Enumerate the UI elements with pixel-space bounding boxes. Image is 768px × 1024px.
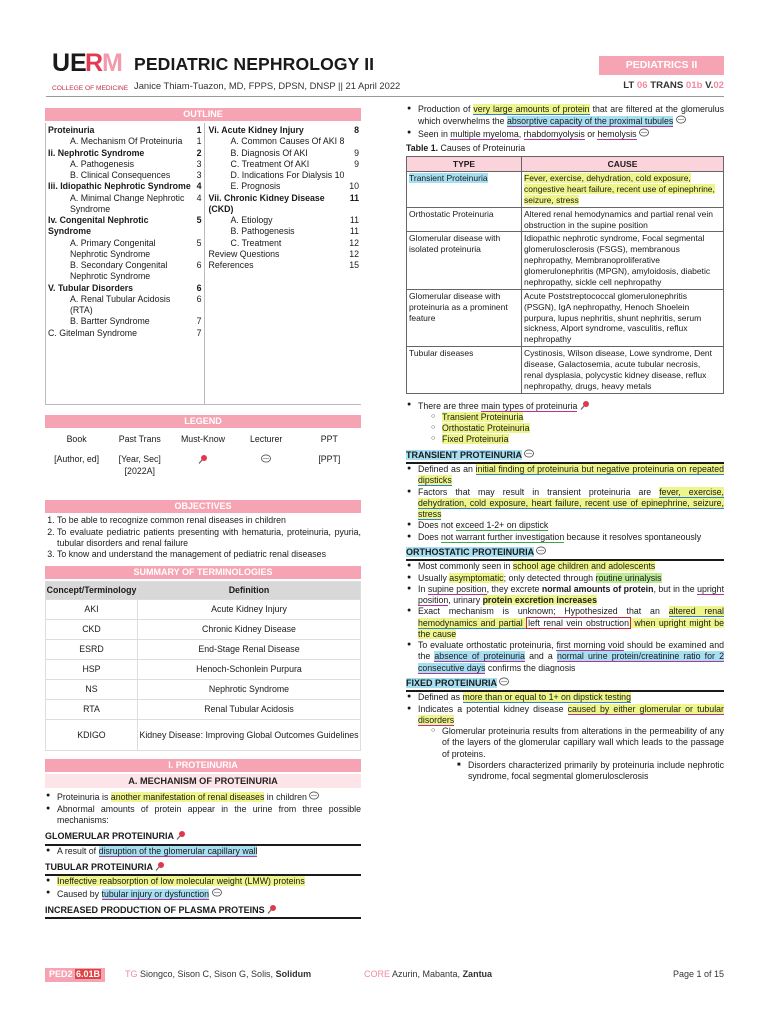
outline-heading: OUTLINE [45,108,361,121]
types-sublist [418,412,724,446]
outline-item-page: 12 [349,248,359,259]
legend-label-ppt: PPT [320,434,338,444]
cell-definition: Nephrotic Syndrome [137,680,360,700]
table-row [46,720,361,751]
cell-cause: Cystinosis, Wilson disease, Lowe syndrome, Dent disease, Galactosemia, acute tubular necrosis, renal dysplasia, polycystic kidney disease, reflux nephropathy, drugs, heavy metals [522,347,724,394]
column-header-definition: Definition [137,582,360,600]
list-item: ● Does not exceed 1-2+ on dipstick [406,520,724,531]
speech-bubble-icon [536,546,546,556]
outline-item-page: 5 [196,237,202,248]
cell-definition: Acute Kidney Injury [137,600,360,620]
table-row [46,680,361,700]
cell-term: CKD [46,620,138,640]
outline-item-label: B. Pathogenesis [230,226,295,237]
pushpin-icon [176,830,186,840]
cell-definition: Chronic Kidney Disease [137,620,360,640]
speech-bubble-icon [499,677,509,687]
outline-item-label: C. Treatment Of AKI [230,158,310,169]
list-item: ● Does not warrant further investigation because it resolves spontaneously [406,532,724,543]
pushpin-icon [580,400,590,410]
outline-item-page: 6 [196,282,202,293]
outline-item-label: A. Common Causes Of AKI 8 [230,136,345,147]
outline-item[interactable] [209,238,360,249]
legend-label-book: Book [66,434,87,444]
orthostatic-list [406,561,724,674]
outline-item[interactable] [48,316,202,327]
speech-bubble-icon [676,115,686,125]
outline-item[interactable] [209,159,360,170]
pushpin-icon [198,454,208,464]
list-item: ● Proteinuria is another manifestation of renal diseases in children [45,791,361,803]
objectives-heading: OBJECTIVES [45,500,361,513]
outline-item-label: Proteinuria [48,125,95,135]
cell-definition: Kidney Disease: Improving Global Outcomes Guidelines [137,720,360,751]
table-row [407,347,724,394]
svg-text:UE: UE [52,49,87,77]
cell-definition: End-Stage Renal Disease [137,640,360,660]
list-item: ■ Disorders characterized primarily by proteinuria include nephrotic syndrome, focal segmental glomerulosclerosis [456,760,724,783]
glomerular-list [45,846,361,857]
outline-item[interactable] [48,260,202,283]
list-item: ● Ineffective reabsorption of low molecular weight (LMW) proteins [45,876,361,887]
table-row [46,600,361,620]
cell-term: KDIGO [46,720,138,751]
list-item: ● In supine position, they excrete normal amounts of protein, but in the upright position, urinary protein excretion increases [406,584,724,607]
table-row [407,207,724,232]
outline-item-label: A. Renal Tubular Acidosis (RTA) [70,293,171,315]
speech-bubble-icon [309,791,319,801]
objectives-list [45,515,361,560]
header-divider [46,96,724,97]
list-item: ● Factors that may result in transient proteinuria are fever, exercise, dehydration, cold exposure, heart failure, recent use of epinephrine, seizure, stress [406,487,724,521]
proteinuria-section [45,759,361,919]
cell-type: Glomerular disease with isolated proteinuria [407,232,522,289]
legend-value-book: [Author, ed] [54,454,100,465]
outline-item[interactable] [209,260,360,271]
outline-item-label: A. Mechanism Of Proteinuria [70,136,183,147]
outline-item-page: 11 [349,215,359,225]
tubular-heading: TUBULAR PROTEINURIA [45,861,361,877]
svg-text:R: R [85,49,104,77]
outline-item-page: 11 [349,226,359,237]
cell-term: RTA [46,700,138,720]
speech-bubble-icon [212,888,222,898]
fixed-list [406,692,724,782]
legend-heading: LEGEND [45,415,361,428]
legend-label-must-know: Must-Know [180,434,225,444]
outline-item[interactable] [48,125,202,136]
cell-cause: Idiopathic nephrotic syndrome, Focal segmental glomerulosclerosis (FSGS), membranous nephropathy, Membranoproliferative glomerulonephritis (MPGN), amyloidosis, diabetic nephropathy, sickle cell nephropathy [522,232,724,289]
outline-item-page: 9 [354,147,359,158]
cell-term: NS [46,680,138,700]
cell-term: HSP [46,660,138,680]
outline-item-label: Vi. Acute Kidney Injury [208,125,304,135]
production-list [406,104,724,140]
legend-labels [45,434,361,445]
outline-item[interactable] [209,215,360,226]
fixed-subsublist [442,760,724,783]
outline-item-page: 6 [196,260,202,270]
legend-value-lecturer [236,454,296,484]
speech-bubble-icon [524,449,534,459]
page-footer [45,968,724,984]
outline-item-label: B. Clinical Consequences [70,170,171,180]
outline-item[interactable] [48,238,202,261]
page-title: PEDIATRIC NEPHROLOGY II [134,54,375,74]
legend-value-past-trans: [Year, Sec] [2022A] [118,454,161,476]
outline-item-label: Review Questions [208,248,280,259]
list-item: ● Seen in multiple myeloma, rhabdomyolysis or hemolysis [406,128,724,140]
subsection-heading: A. MECHANISM OF PROTEINURIA [45,774,361,788]
outline-item-label: A. Pathogenesis [70,158,135,169]
outline-item[interactable] [209,136,360,147]
outline-item[interactable] [209,125,360,136]
core-credits: CORE Azurin, Mabanta, Zantua [364,969,493,979]
outline-item[interactable] [48,283,202,294]
cell-type: Transient Proteinuria [407,172,522,208]
legend-section [45,415,361,484]
course-badge: PEDIATRICS II [599,56,724,75]
list-item: ● Caused by tubular injury or dysfunction [45,888,361,900]
cell-definition: Renal Tubular Acidosis [137,700,360,720]
mechanism-list [45,791,361,826]
outline-item-page: 5 [196,215,202,225]
outline-item-label: A. Minimal Change Nephrotic Syndrome [70,192,185,214]
outline-item-page: 4 [196,192,202,203]
outline-item-page: 9 [354,158,359,169]
tg-credits: TG Siongco, Sison C, Sison G, Solis, Solidum [125,969,312,979]
outline-item-page: 12 [349,237,359,248]
objective-item: 3. To know and understand the management of pediatric renal diseases [57,549,361,560]
list-item: ● Defined as more than or equal to 1+ on dipstick testing [406,692,724,703]
objectives-section [45,500,361,560]
increased-production-heading: INCREASED PRODUCTION OF PLASMA PROTEINS [45,904,361,920]
column-header-cause: CAUSE [522,157,724,172]
list-item: ● Abnormal amounts of protein appear in the urine from three possible mechanisms: [45,804,361,827]
trans-code: LT 06 TRANS 01b V.02 [623,80,724,91]
outline-item[interactable] [209,226,360,237]
outline-item[interactable] [48,159,202,170]
table-row [46,620,361,640]
list-item: ● A result of disruption of the glomerular capillary wall [45,846,361,857]
svg-text:COLLEGE OF MEDICINE: COLLEGE OF MEDICINE [52,85,129,92]
page-number: Page 1 of 15 [672,969,724,979]
table-row [46,700,361,720]
legend-label-lecturer: Lecturer [250,434,283,444]
orthostatic-heading: ORTHOSTATIC PROTEINURIA [406,546,724,562]
table-row [407,289,724,346]
outline-item-label: A. Etiology [230,215,273,225]
outline-item-label: Iv. Congenital Nephrotic Syndrome [48,215,149,237]
outline-item-label: E. Prognosis [230,181,281,192]
outline-item-label: V. Tubular Disorders [48,282,134,293]
outline-item[interactable] [209,193,360,216]
outline-item-label: References [208,260,254,270]
legend-value-ppt: [PPT] [318,454,341,465]
types-list [406,400,724,446]
objective-item: 1. To be able to recognize common renal diseases in children [57,515,361,526]
outline-item-page: 3 [196,170,202,180]
outline-item-label: C. Treatment [230,237,282,248]
fixed-heading: FIXED PROTEINURIA [406,677,724,693]
legend-values [45,454,361,484]
outline-item[interactable] [48,148,202,159]
outline-item-label: B. Bartter Syndrome [70,316,150,327]
tubular-list [45,876,361,900]
outline-item-page: 4 [196,181,202,192]
outline-item-page: 6 [196,293,202,304]
outline-item[interactable] [48,328,202,339]
pushpin-icon [267,904,277,914]
outline-column-2 [204,123,362,404]
cell-term: AKI [46,600,138,620]
outline-item[interactable] [48,181,202,192]
list-item: ● To evaluate orthostatic proteinuria, first morning void should be examined and the absence of proteinuria and a normal urine protein/creatinine ratio for 2 consecutive days confirms the diagnosis [406,640,724,674]
list-item: ● Production of very large amounts of protein that are filtered at the glomerulus which overwhelms the absorptive capacity of the proximal tubules [406,104,724,128]
outline-item-label: Vii. Chronic Kidney Disease (CKD) [208,192,325,214]
speech-bubble-icon [261,454,271,464]
glomerular-heading: GLOMERULAR PROTEINURIA [45,830,361,846]
outline-item-page: 1 [196,125,202,135]
outline-item[interactable] [209,170,360,181]
list-item: ● Exact mechanism is unknown; Hypothesized that an altered renal hemodynamics and partial left renal vein obstruction when upright might be the cause [406,606,724,640]
outline-section [45,108,361,405]
outline-item-label: D. Indications For Dialysis 10 [230,170,345,180]
outline-item-page: 10 [349,181,359,192]
cell-type: Orthostatic Proteinuria [407,207,522,232]
outline-item[interactable] [209,148,360,159]
outline-item-page: 1 [196,136,202,147]
right-column [406,104,724,782]
outline-item-page: 15 [349,260,359,270]
list-item: ○ Glomerular proteinuria results from alterations in the permeability of any of the layers of the glomerular capillary wall which leads to the passage of proteins. ■ Disorders characterized primarily by proteinuria include nephrotic syndrome, focal segmental glomerulosclerosis [430,726,724,782]
cell-cause: Fever, exercise, dehydration, cold exposure, congestive heart failure, recent use of epinephrine, seizure, stress [522,172,724,208]
left-column [45,108,361,919]
outline-item[interactable] [48,215,202,238]
cell-cause: Altered renal hemodynamics and partial renal vein obstruction in the supine position [522,207,724,232]
outline-item-page: 11 [349,192,359,203]
terminologies-table [45,581,361,751]
legend-value-must-know [173,454,233,484]
pushpin-icon [155,861,165,871]
lecturer-line: Janice Thiam-Tuazon, MD, FPPS, DPSN, DNSP || 21 April 2022 [134,80,401,91]
column-header-concept: Concept/Terminology [46,582,138,600]
transient-list [406,464,724,543]
list-item: ● Usually asymptomatic; only detected through routine urinalysis [406,573,724,584]
outline-item-label: B. Secondary Congenital Nephrotic Syndrome [70,260,168,282]
outline-item-page: 7 [196,316,202,327]
page-header [0,0,768,100]
table-row [46,660,361,680]
svg-text:M: M [102,49,123,77]
table-row [407,172,724,208]
fixed-sublist [418,726,724,782]
list-item: ○ Transient Proteinuria [430,412,724,423]
cell-cause: Acute Poststreptococcal glomerulonephritis (PSGN), IgA nephropathy, Henoch Shoelein purpura, lupus nephritis, shunt nephritis, serum sickness, Alport syndrome, vasculitis, reflux nephropathy [522,289,724,346]
legend-label-past-trans: Past Trans [118,434,161,444]
outline-item-page: 2 [196,147,202,158]
table-caption: Table 1. Causes of Proteinuria [406,142,526,153]
speech-bubble-icon [639,128,649,138]
outline-item-label: Iii. Idiopathic Nephrotic Syndrome [48,181,191,192]
outline-item[interactable] [48,170,202,181]
transient-heading: TRANSIENT PROTEINURIA [406,449,724,465]
outline-item-page: 7 [196,327,202,338]
cell-definition: Henoch-Schonlein Purpura [137,660,360,680]
column-header-type: TYPE [407,157,522,172]
outline-item[interactable] [209,249,360,260]
causes-table [406,156,724,394]
cell-type: Tubular diseases [407,347,522,394]
cell-type: Glomerular disease with proteinuria as a prominent feature [407,289,522,346]
table-row [407,232,724,289]
trans-code-badge: PED2 6.01B [45,968,105,982]
outline-item[interactable] [209,181,360,192]
outline-item-page: 8 [354,125,359,135]
list-item: ○ Orthostatic Proteinuria [430,423,724,434]
uerm-logo [52,49,132,97]
terminologies-section [45,566,361,751]
outline-item-label: Ii. Nephrotic Syndrome [48,147,145,158]
list-item: ○ Fixed Proteinuria [430,434,724,445]
list-item: ● Defined as an initial finding of proteinuria but negative proteinuria on repeated dipsticks [406,464,724,487]
outline-item-label: B. Diagnosis Of AKI [230,147,308,158]
section-heading: I. PROTEINURIA [45,759,361,772]
outline-column-1 [46,123,204,404]
outline-table [45,123,361,405]
outline-item-label: A. Primary Congenital Nephrotic Syndrome [70,237,156,259]
list-item: ● Most commonly seen in school age children and adolescents [406,561,724,572]
cell-term: ESRD [46,640,138,660]
outline-item-label: C. Gitelman Syndrome [48,327,137,338]
terminologies-heading: SUMMARY OF TERMINOLOGIES [45,566,361,579]
outline-item-page: 3 [196,158,202,169]
list-item: ● There are three main types of proteinuria ○ Transient Proteinuria ○ Orthostatic Proteinuria ○ Fixed Proteinuria [406,400,724,446]
list-item: ● Indicates a potential kidney disease caused by either glomerular or tubular disorders ○ Glomerular proteinuria results from alterations in the permeability of any of the layers of the glomerular capillary wall which leads to the passage of proteins. ■ Disorders characterized primarily by proteinuria include nephrotic syndrome, focal segmental glomerulosclerosis [406,704,724,783]
outline-item[interactable] [48,294,202,317]
outline-item[interactable] [48,193,202,216]
outline-item[interactable] [48,136,202,147]
objective-item: 2. To evaluate pediatric patients presenting with hematuria, proteinuria, pyuria, tubular disorders and renal failure [57,527,361,550]
table-row [46,640,361,660]
